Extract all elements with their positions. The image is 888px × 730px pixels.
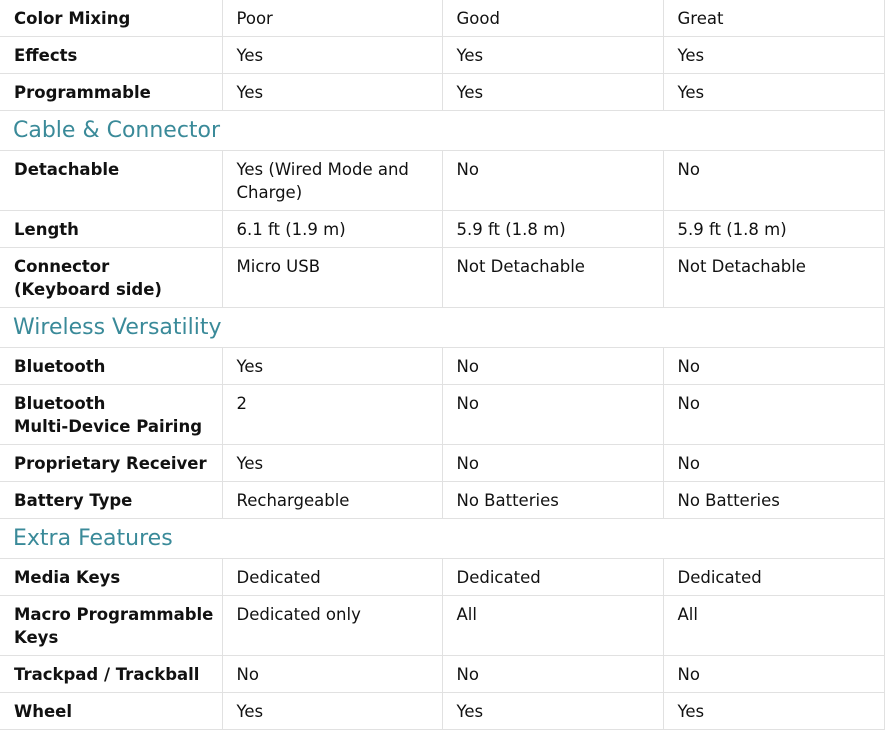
table-cell-col3: Yes: [663, 74, 884, 111]
table-cell-col2: Yes: [442, 693, 663, 730]
section-header-wireless-versatility: [0, 308, 884, 348]
table-row-battery-type: [0, 482, 884, 519]
row-label: Macro Programmable Keys: [0, 596, 222, 656]
table-cell-col3: Not Detachable: [663, 248, 884, 308]
table-cell-col3: 5.9 ft (1.8 m): [663, 211, 884, 248]
row-label: Battery Type: [0, 482, 222, 519]
table-cell-col3: No Batteries: [663, 482, 884, 519]
table-cell-col3: No: [663, 151, 884, 211]
table-cell-col1: Poor: [222, 0, 442, 37]
table-row-bluetooth-multi-device-pairing: [0, 385, 884, 445]
table-cell-col2: 5.9 ft (1.8 m): [442, 211, 663, 248]
table-cell-col1: Yes: [222, 693, 442, 730]
table-cell-col1: Micro USB: [222, 248, 442, 308]
row-label: Bluetooth: [0, 348, 222, 385]
row-label: Color Mixing: [0, 0, 222, 37]
table-cell-col2: Dedicated: [442, 559, 663, 596]
table-cell-col1: 2: [222, 385, 442, 445]
table-cell-col3: No: [663, 656, 884, 693]
table-row-proprietary-receiver: [0, 445, 884, 482]
table-cell-col1: Dedicated only: [222, 596, 442, 656]
table-cell-col1: Dedicated: [222, 559, 442, 596]
table-row-color-mixing: [0, 0, 884, 37]
row-label: Connector (Keyboard side): [0, 248, 222, 308]
row-label: Length: [0, 211, 222, 248]
section-title: Extra Features: [0, 519, 884, 559]
section-header-extra-features: [0, 519, 884, 559]
table-cell-col3: Yes: [663, 693, 884, 730]
table-row-programmable: [0, 74, 884, 111]
table-cell-col3: Yes: [663, 37, 884, 74]
table-row-wheel: [0, 693, 884, 730]
row-label: Effects: [0, 37, 222, 74]
table-cell-col3: All: [663, 596, 884, 656]
table-cell-col2: Good: [442, 0, 663, 37]
table-row-macro-programmable-keys: [0, 596, 884, 656]
table-cell-col3: Dedicated: [663, 559, 884, 596]
row-label: Proprietary Receiver: [0, 445, 222, 482]
table-row-length: [0, 211, 884, 248]
row-label: Trackpad / Trackball: [0, 656, 222, 693]
table-row-connector-keyboard-side: [0, 248, 884, 308]
table-cell-col1: Yes: [222, 445, 442, 482]
table-row-effects: [0, 37, 884, 74]
table-cell-col1: Yes (Wired Mode and Charge): [222, 151, 442, 211]
row-label: Bluetooth Multi-Device Pairing: [0, 385, 222, 445]
table-cell-col3: No: [663, 385, 884, 445]
table-row-media-keys: [0, 559, 884, 596]
table-cell-col2: Not Detachable: [442, 248, 663, 308]
row-label: Media Keys: [0, 559, 222, 596]
table-cell-col2: All: [442, 596, 663, 656]
table-cell-col1: Yes: [222, 74, 442, 111]
table-row-trackpad-trackball: [0, 656, 884, 693]
table-cell-col3: No: [663, 445, 884, 482]
table-cell-col2: No: [442, 445, 663, 482]
table-cell-col1: No: [222, 656, 442, 693]
table-cell-col2: No: [442, 348, 663, 385]
table-row-detachable: [0, 151, 884, 211]
row-label: Detachable: [0, 151, 222, 211]
section-header-cable-connector: [0, 111, 884, 151]
table-cell-col1: 6.1 ft (1.9 m): [222, 211, 442, 248]
table-cell-col2: No Batteries: [442, 482, 663, 519]
row-label: Wheel: [0, 693, 222, 730]
table-cell-col3: No: [663, 348, 884, 385]
table-cell-col2: No: [442, 656, 663, 693]
table-cell-col1: Yes: [222, 348, 442, 385]
table-cell-col1: Rechargeable: [222, 482, 442, 519]
table-cell-col2: No: [442, 151, 663, 211]
table-cell-col2: Yes: [442, 74, 663, 111]
row-label: Programmable: [0, 74, 222, 111]
table-cell-col3: Great: [663, 0, 884, 37]
section-title: Wireless Versatility: [0, 308, 884, 348]
table-cell-col1: Yes: [222, 37, 442, 74]
table-cell-col2: No: [442, 385, 663, 445]
table-cell-col2: Yes: [442, 37, 663, 74]
section-title: Cable & Connector: [0, 111, 884, 151]
table-row-bluetooth: [0, 348, 884, 385]
